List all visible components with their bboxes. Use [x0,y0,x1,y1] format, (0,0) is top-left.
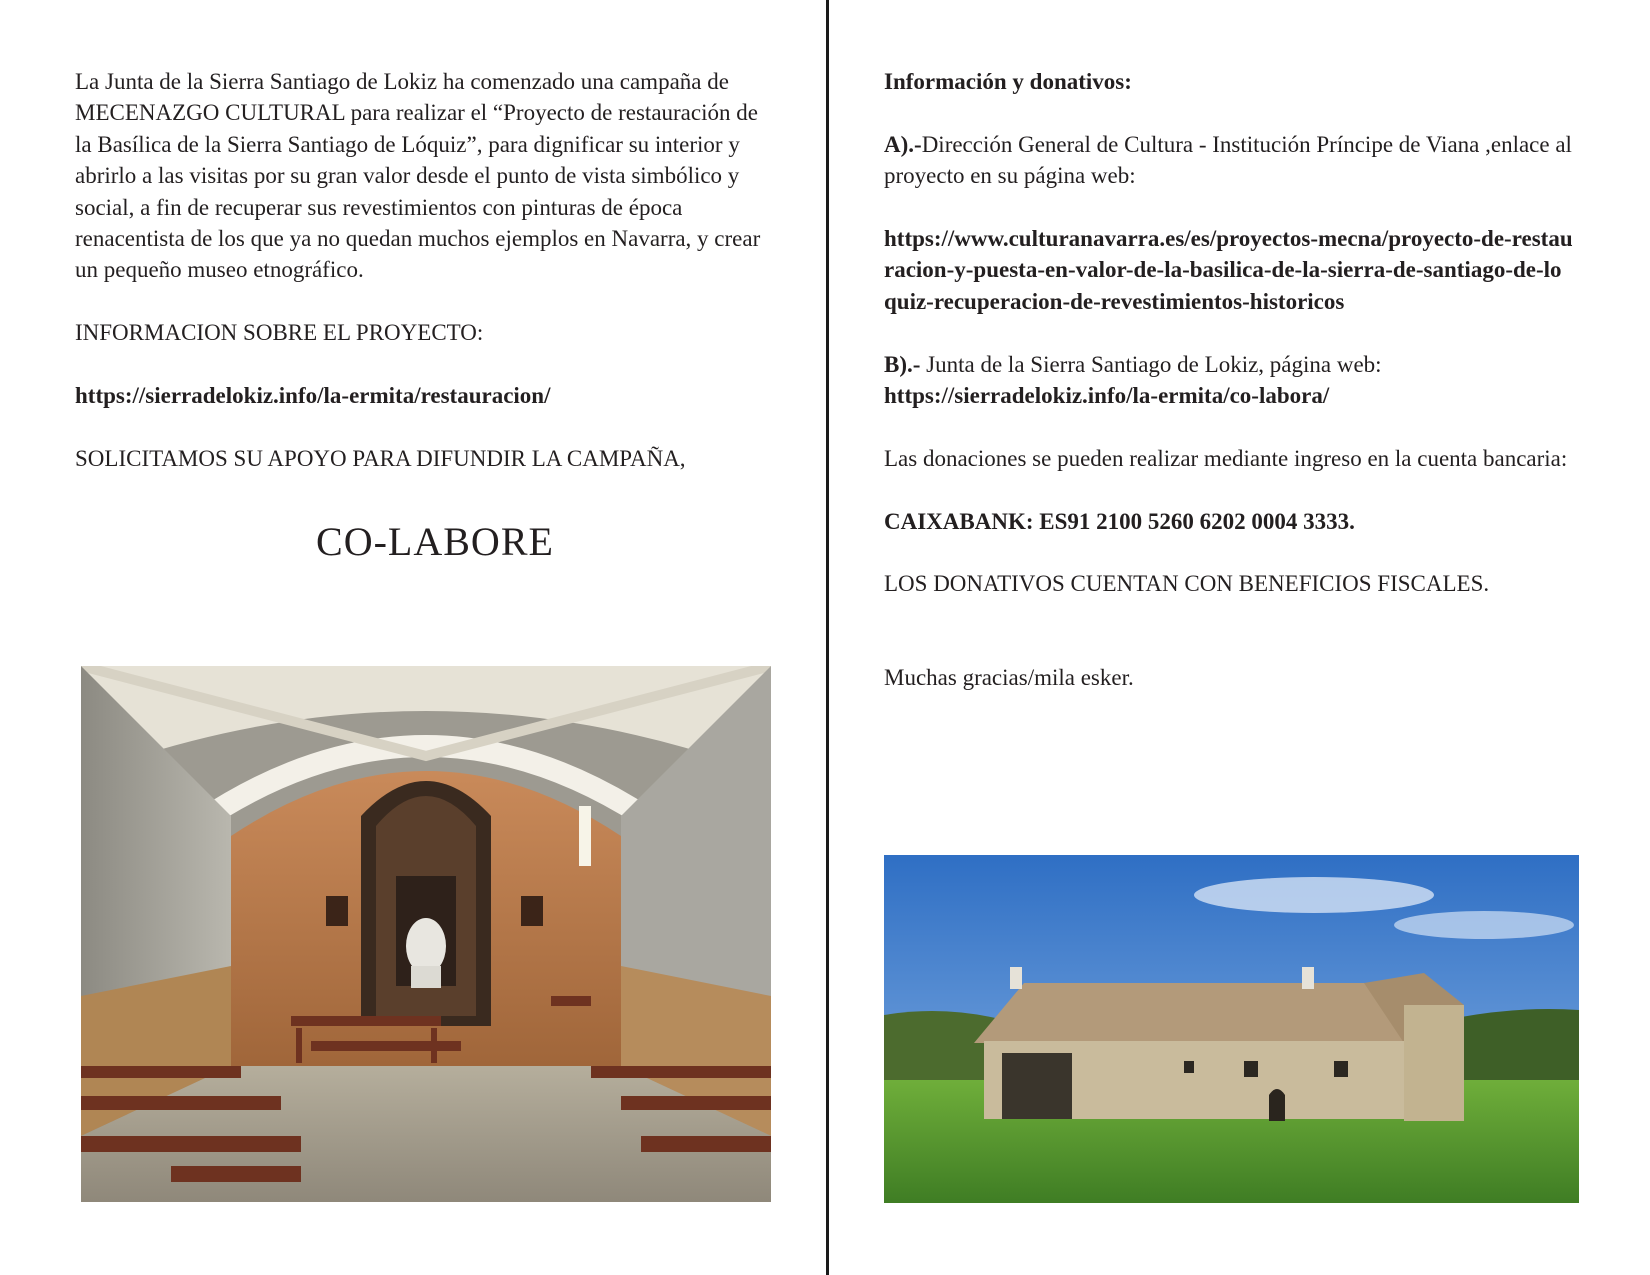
option-b [884,349,1584,380]
intro-paragraph: La Junta de la Sierra Santiago de Lokiz ha comenzado una campaña de MECENAZGO CULTURAL para realizar el “Proyecto de restauración de la Basílica de la Sierra Santiago de Lóquiz”, para dignificar su interior y abrirlo a las visitas por su gran valor desde el punto de vista simbólico y social, a fin de recuperar sus revestimientos con pinturas de época renacentista de los que ya no quedan muchos ejemplos en Navarra, y crear un pequeño museo etnográfico. [75,69,761,283]
left-column [75,66,775,566]
fiscal-benefits: LOS DONATIVOS CUENTAN CON BENEFICIOS FISCALES. [884,571,1490,597]
support-request: SOLICITAMOS SU APOYO PARA DIFUNDIR LA CAMPAÑA, [75,445,686,471]
info-heading: INFORMACION SOBRE EL PROYECTO: [75,320,484,346]
colabora-link[interactable]: https://sierradelokiz.info/la-ermita/co-labora/ [884,383,1330,409]
colabore-slogan: CO-LABORE [316,519,554,565]
page-divider [826,0,829,1275]
option-a-label: A).- [884,131,922,157]
donations-text: Las donaciones se pueden realizar mediante ingreso en la cuenta bancaria: [884,445,1568,471]
culturanavarra-link[interactable]: https://www.culturanavarra.es/es/proyectos-mecna/proyecto-de-restauracion-y-puesta-en-valor-de-la-basilica-de-la-sierra-de-santiago-de-loquiz-recuperacion-de-revestimientos-historicos [884,226,1573,314]
basilica-exterior-photo [884,855,1579,1203]
chapel-interior-photo [81,666,771,1202]
right-column [884,66,1584,693]
option-b-label: B).- [884,351,921,377]
option-b-text: Junta de la Sierra Santiago de Lokiz, página web: [920,351,1382,377]
chapel-interior-illustration [81,666,771,1202]
thanks-text: Muchas gracias/mila esker. [884,664,1134,690]
info-donations-heading: Información y donativos: [884,69,1132,94]
basilica-exterior-illustration [884,855,1579,1203]
project-link[interactable]: https://sierradelokiz.info/la-ermita/restauracion/ [75,383,551,409]
option-a-text: Dirección General de Cultura - Institución Príncipe de Viana ,enlace al proyecto en su página web: [884,131,1572,189]
bank-account: CAIXABANK: ES91 2100 5260 6202 0004 3333. [884,508,1355,534]
option-a [884,129,1584,192]
